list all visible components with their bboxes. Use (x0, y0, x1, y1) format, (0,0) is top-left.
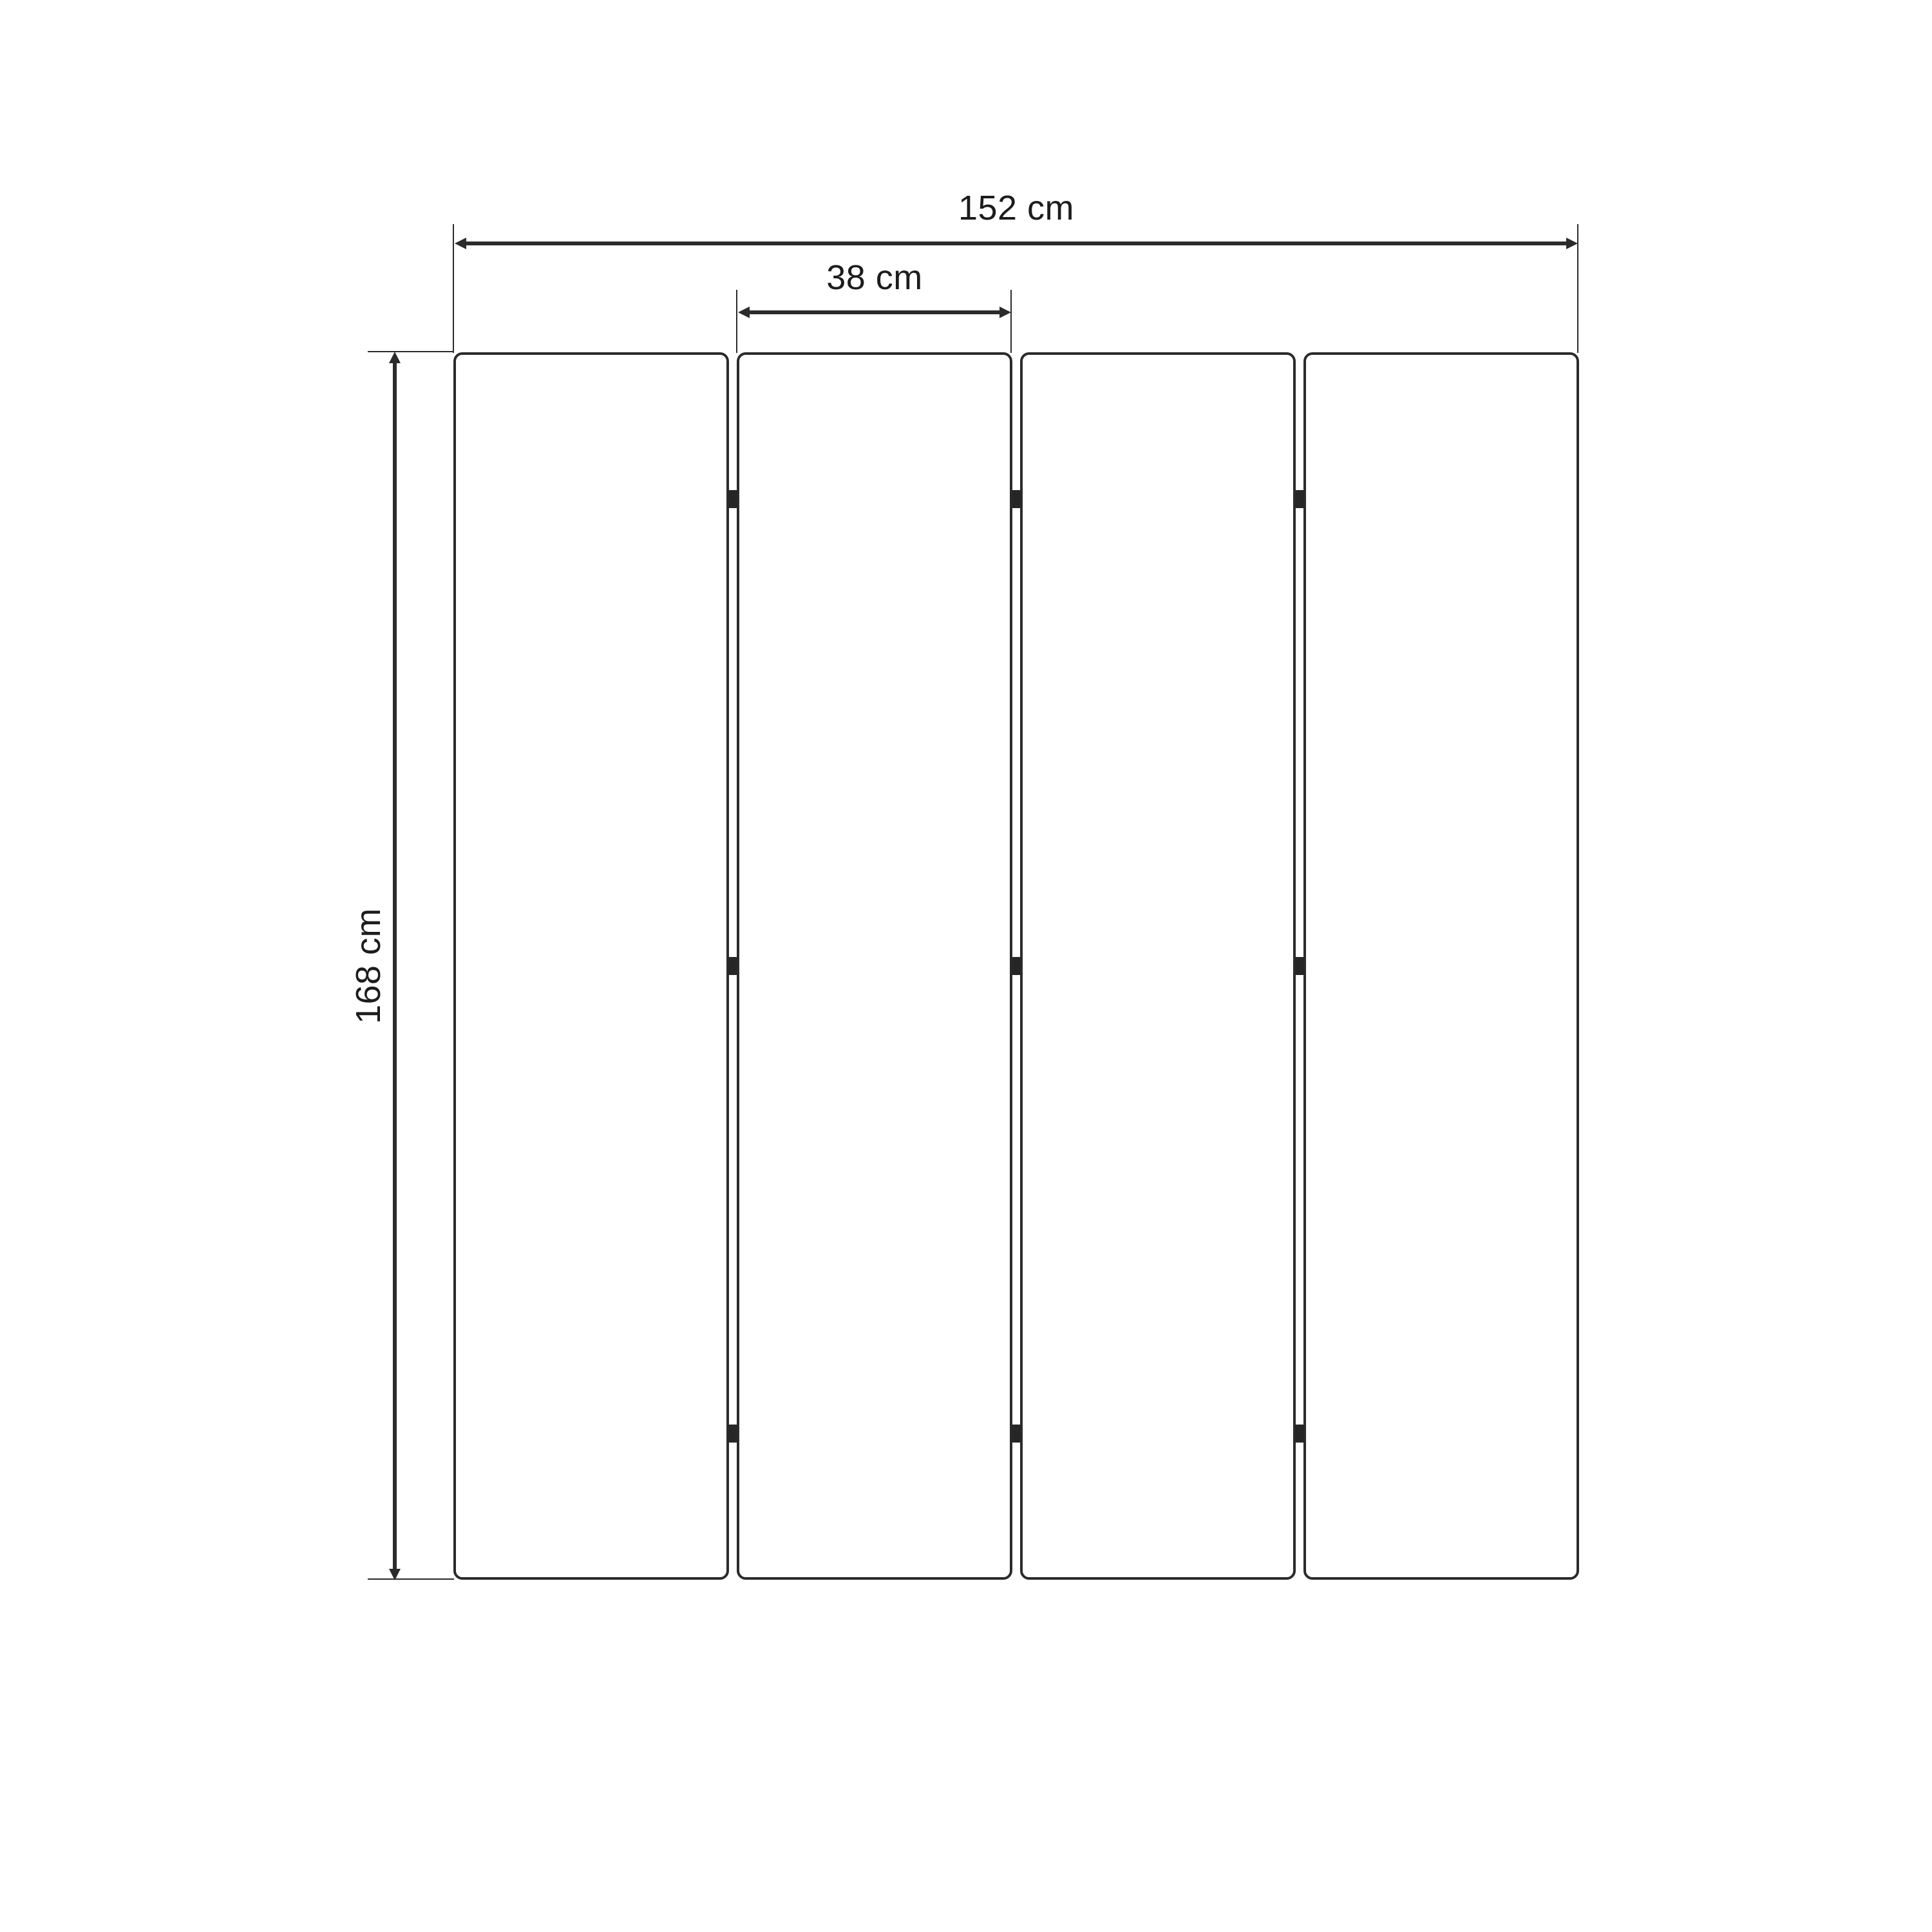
panel-width-extension-line-left (736, 290, 737, 353)
height-dimension-arrow (389, 352, 401, 1580)
hinge-gap3-row2 (1295, 957, 1304, 975)
height-extension-tick-bottom (368, 1578, 454, 1580)
panel-4 (1303, 352, 1579, 1580)
hinge-gap1-row2 (728, 957, 737, 975)
total-width-extension-line-left (453, 224, 454, 353)
hinge-gap3-row1 (1295, 490, 1304, 508)
hinge-gap1-row3 (728, 1425, 737, 1443)
total-width-label: 152 cm (958, 189, 1075, 227)
arrowhead-right-icon (999, 307, 1011, 318)
hinge-gap2-row2 (1012, 957, 1021, 975)
dimension-line (746, 310, 1003, 314)
panel-row (453, 352, 1579, 1580)
height-extension-tick-top (368, 351, 454, 352)
panel-width-dimension-arrow (738, 307, 1011, 318)
total-width-dimension-arrow (455, 238, 1578, 249)
arrowhead-down-icon (389, 1569, 401, 1580)
dimension-line (393, 359, 397, 1573)
arrowhead-right-icon (1566, 238, 1578, 249)
hinge-gap2-row1 (1012, 490, 1021, 508)
panel-3 (1020, 352, 1296, 1580)
panel-1 (453, 352, 729, 1580)
panel-2 (737, 352, 1012, 1580)
height-label: 168 cm (349, 907, 388, 1025)
panel-width-extension-line-right (1010, 290, 1012, 353)
hinge-gap2-row3 (1012, 1425, 1021, 1443)
hinge-gap3-row3 (1295, 1425, 1304, 1443)
dimension-line (462, 242, 1570, 245)
panel-width-label: 38 cm (826, 258, 923, 297)
hinge-gap1-row1 (728, 490, 737, 508)
